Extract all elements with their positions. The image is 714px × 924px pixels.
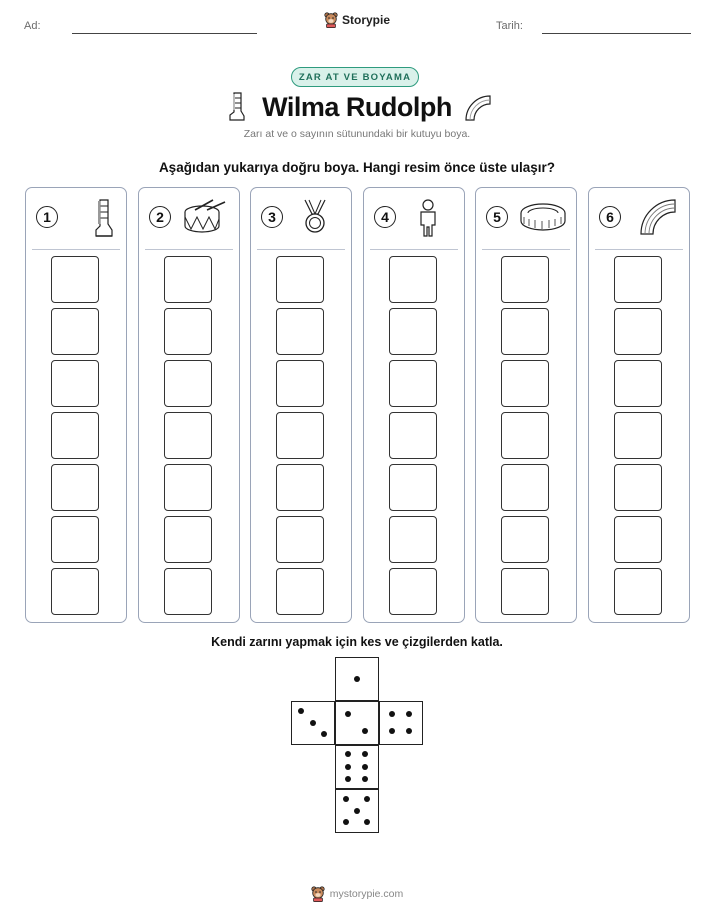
color-box[interactable] <box>389 256 437 303</box>
dice-pip <box>310 720 316 726</box>
dice-pip <box>362 764 368 770</box>
color-box[interactable] <box>51 256 99 303</box>
column-4 <box>363 187 465 623</box>
footer <box>0 886 714 902</box>
color-box[interactable] <box>501 308 549 355</box>
leg-brace-icon <box>68 198 118 238</box>
dice-pip <box>354 808 360 814</box>
brand-name: Storypie <box>341 13 390 27</box>
color-box[interactable] <box>164 360 212 407</box>
color-box[interactable] <box>276 412 324 459</box>
column-2 <box>138 187 240 623</box>
column-number: 4 <box>374 206 396 228</box>
color-box[interactable] <box>51 516 99 563</box>
dice-pip <box>345 751 351 757</box>
color-box[interactable] <box>389 516 437 563</box>
dice-pip <box>364 796 370 802</box>
color-box[interactable] <box>276 360 324 407</box>
column-divider <box>145 249 233 250</box>
dice-pip <box>406 711 412 717</box>
dice-pip <box>389 711 395 717</box>
color-box[interactable] <box>614 516 662 563</box>
dice-pip <box>345 764 351 770</box>
dice-pip <box>298 708 304 714</box>
page-title: Wilma Rudolph <box>262 92 452 122</box>
color-box[interactable] <box>51 464 99 511</box>
color-box[interactable] <box>51 308 99 355</box>
color-box[interactable] <box>164 412 212 459</box>
color-box[interactable] <box>389 464 437 511</box>
dice-pip <box>406 728 412 734</box>
color-box[interactable] <box>389 308 437 355</box>
color-box[interactable] <box>501 464 549 511</box>
column-number: 2 <box>149 206 171 228</box>
column-1 <box>25 187 127 623</box>
color-box[interactable] <box>614 568 662 615</box>
column-header <box>26 188 126 248</box>
column-header <box>589 188 689 248</box>
color-box[interactable] <box>389 412 437 459</box>
column-header <box>139 188 239 248</box>
dice-face-6 <box>335 745 379 789</box>
column-number: 6 <box>599 206 621 228</box>
activity-badge: ZAR AT VE BOYAMA <box>291 67 419 87</box>
color-box[interactable] <box>164 516 212 563</box>
color-box[interactable] <box>614 412 662 459</box>
dice-pip <box>354 676 360 682</box>
dice-face-5 <box>335 789 379 833</box>
column-header <box>364 188 464 248</box>
dice-pip <box>362 728 368 734</box>
name-label: Ad: <box>24 20 41 32</box>
color-box[interactable] <box>614 256 662 303</box>
running-track-title-icon <box>462 92 492 122</box>
color-box[interactable] <box>164 308 212 355</box>
color-box[interactable] <box>164 568 212 615</box>
dice-face-2 <box>335 701 379 745</box>
brand-logo <box>0 12 714 28</box>
color-box[interactable] <box>389 360 437 407</box>
page-subtitle: Zarı at ve o sayının sütunundaki bir kutuyu boya. <box>243 128 471 140</box>
color-box[interactable] <box>51 412 99 459</box>
dice-pip <box>343 796 349 802</box>
dice-face-4 <box>379 701 423 745</box>
color-box[interactable] <box>276 464 324 511</box>
color-box[interactable] <box>614 360 662 407</box>
color-box[interactable] <box>501 516 549 563</box>
dice-pip <box>389 728 395 734</box>
instruction-text: Aşağıdan yukarıya doğru boya. Hangi resim önce üste ulaşır? <box>158 160 556 175</box>
date-label: Tarih: <box>496 20 523 32</box>
color-box[interactable] <box>501 412 549 459</box>
column-divider <box>257 249 345 250</box>
dice-pip <box>321 731 327 737</box>
column-3 <box>250 187 352 623</box>
date-line[interactable] <box>542 33 691 34</box>
column-divider <box>482 249 570 250</box>
dice-face-3 <box>291 701 335 745</box>
color-box[interactable] <box>276 516 324 563</box>
column-divider <box>370 249 458 250</box>
color-box[interactable] <box>51 568 99 615</box>
bear-mascot-icon <box>324 12 338 28</box>
column-6 <box>588 187 690 623</box>
color-box[interactable] <box>614 308 662 355</box>
color-box[interactable] <box>501 360 549 407</box>
person-icon <box>406 198 456 238</box>
dice-pip <box>345 776 351 782</box>
dice-pip <box>362 751 368 757</box>
column-number: 3 <box>261 206 283 228</box>
drum-icon <box>181 198 231 238</box>
column-header <box>251 188 351 248</box>
color-box[interactable] <box>164 256 212 303</box>
color-box[interactable] <box>164 464 212 511</box>
medal-icon <box>293 198 343 238</box>
dice-instruction: Kendi zarını yapmak için kes ve çizgilerden katla. <box>211 635 503 649</box>
dice-pip <box>362 776 368 782</box>
color-box[interactable] <box>501 256 549 303</box>
color-box[interactable] <box>276 568 324 615</box>
column-number: 1 <box>36 206 58 228</box>
dice-face-1 <box>335 657 379 701</box>
color-box[interactable] <box>614 464 662 511</box>
column-divider <box>32 249 120 250</box>
color-box[interactable] <box>501 568 549 615</box>
dice-pip <box>343 819 349 825</box>
color-box[interactable] <box>389 568 437 615</box>
column-5 <box>475 187 577 623</box>
column-divider <box>595 249 683 250</box>
bear-mascot-icon <box>311 886 325 902</box>
column-header <box>476 188 576 248</box>
running-track-icon <box>631 198 681 238</box>
color-box[interactable] <box>51 360 99 407</box>
color-box[interactable] <box>276 256 324 303</box>
dice-pip <box>364 819 370 825</box>
name-line[interactable] <box>72 33 257 34</box>
column-number: 5 <box>486 206 508 228</box>
footer-url: mystorypie.com <box>329 888 404 900</box>
stadium-icon <box>518 198 568 238</box>
color-box[interactable] <box>276 308 324 355</box>
dice-pip <box>345 711 351 717</box>
